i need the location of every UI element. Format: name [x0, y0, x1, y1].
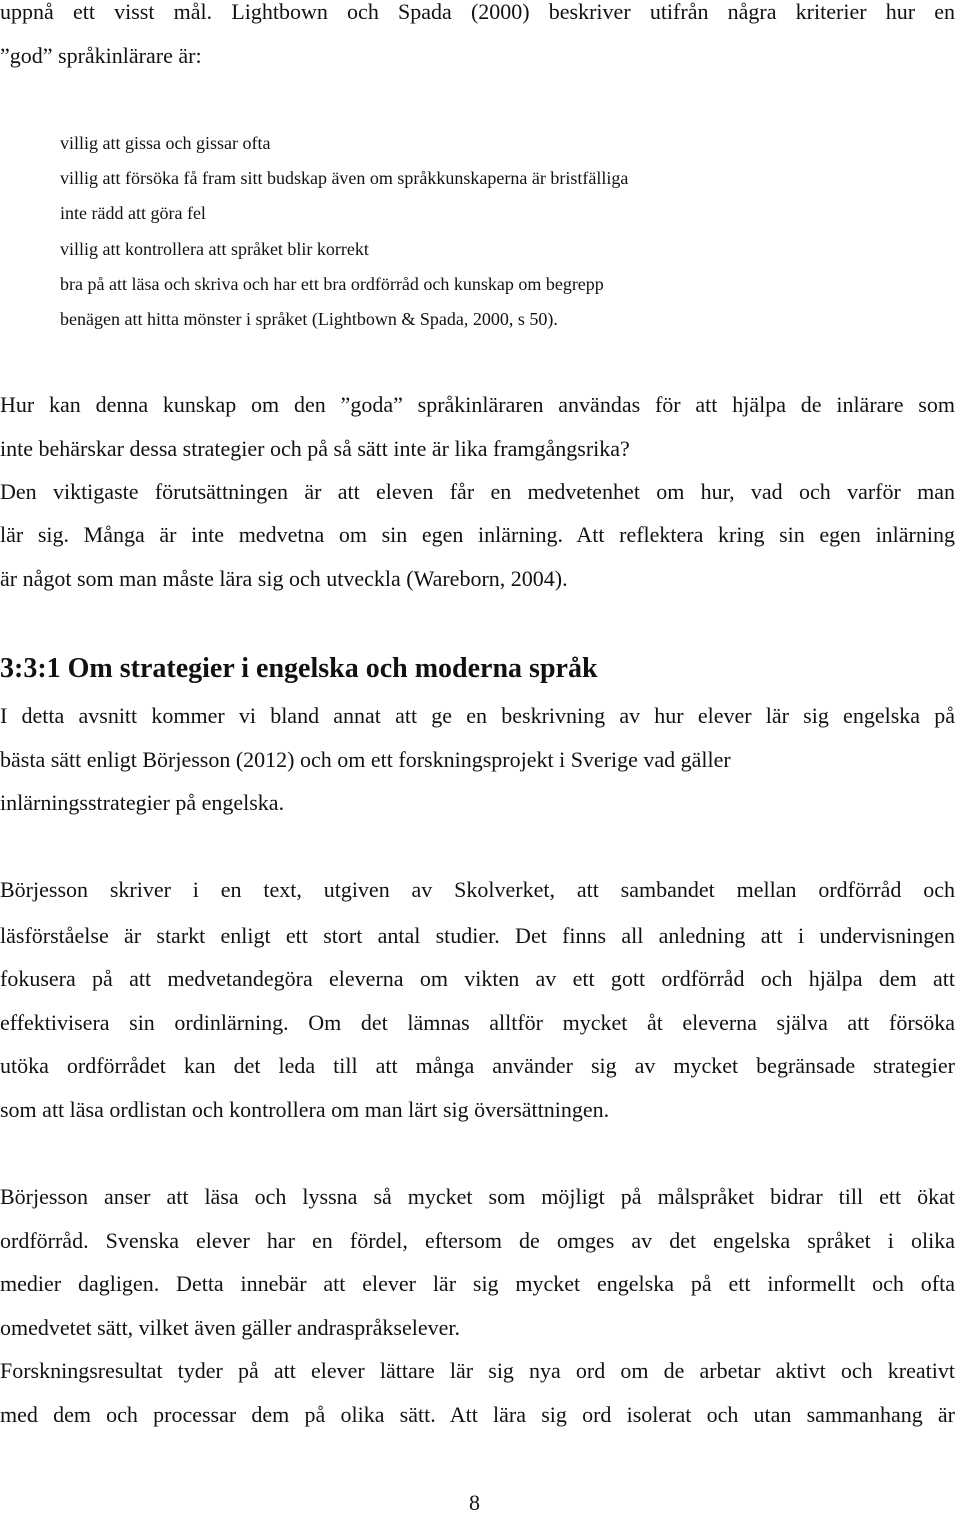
list-item: villig att försöka få fram sitt budskap även om språkkunskaperna är bristfälliga: [60, 168, 629, 189]
paragraph-line: I detta avsnitt kommer vi bland annat att ge en beskrivning av hur elever lär sig engelska på: [0, 703, 955, 728]
list-item: bra på att läsa och skriva och har ett bra ordförråd och kunskap om begrepp: [60, 273, 604, 294]
paragraph-line: med dem och processar dem på olika sätt. Att lära sig ord isolerat och utan sammanhang är: [0, 1402, 955, 1427]
criteria-list: [60, 126, 628, 337]
paragraph-line: lär sig. Många är inte medvetna om sin egen inlärning. Att reflektera kring sin egen inlärning: [0, 522, 955, 547]
paragraph-line: läsförståelse är starkt enligt ett stort antal studier. Det finns all anledning att i undervisningen: [0, 923, 955, 948]
intro-line: uppnå ett visst mål. Lightbown och Spada (2000) beskriver utifrån några kriterier hur en: [0, 0, 955, 24]
paragraph-line: omedvetet sätt, vilket även gäller andraspråkselever.: [0, 1315, 460, 1340]
intro-line: ”god” språkinlärare är:: [0, 43, 202, 68]
list-item: benägen att hitta mönster i språket (Lightbown & Spada, 2000, s 50).: [60, 309, 558, 330]
page-number: 8: [469, 1490, 480, 1515]
list-item: villig att gissa och gissar ofta: [60, 133, 271, 153]
list-item: inte rädd att göra fel: [60, 203, 206, 224]
paragraph-line: medier dagligen. Detta innebär att elever lär sig mycket engelska på ett informellt och ofta: [0, 1271, 955, 1296]
paragraph-line: inlärningsstrategier på engelska.: [0, 790, 285, 815]
paragraph-line: är något som man måste lära sig och utveckla (Wareborn, 2004).: [0, 566, 568, 591]
paragraph-line: Hur kan denna kunskap om den ”goda” språkinläraren användas för att hjälpa de inlärare som: [0, 392, 955, 417]
paragraph-line: effektivisera sin ordinlärning. Om det lämnas alltför mycket åt eleverna själva att försöka: [0, 1010, 955, 1035]
paragraph-line: inte behärskar dessa strategier och på så sätt inte är lika framgångsrika?: [0, 436, 630, 461]
paragraph-line: Börjesson anser att läsa och lyssna så mycket som möjligt på målspråket bidrar till ett ökat: [0, 1184, 955, 1209]
paragraph-line: Börjesson skriver i en text, utgiven av Skolverket, att sambandet mellan ordförråd och: [0, 877, 955, 902]
paragraph-line: bästa sätt enligt Börjesson (2012) och om ett forskningsprojekt i Sverige vad gäller: [0, 747, 731, 772]
paragraph-line: Den viktigaste förutsättningen är att eleven får en medvetenhet om hur, vad och varför man: [0, 479, 955, 504]
paragraph-line: Forskningsresultat tyder på att elever lättare lär sig nya ord om de arbetar aktivt och kreativt: [0, 1358, 955, 1383]
paragraph-line: utöka ordförrådet kan det leda till att många använder sig av mycket begränsade strategier: [0, 1053, 955, 1078]
paragraph-line: som att läsa ordlistan och kontrollera om man lärt sig översättningen.: [0, 1097, 610, 1122]
section-heading: 3:3:1 Om strategier i engelska och moderna språk: [0, 653, 598, 684]
paragraph-line: fokusera på att medvetandegöra eleverna om vikten av ett gott ordförråd och hjälpa dem att: [0, 966, 955, 991]
paragraph-line: ordförråd. Svenska elever har en fördel, eftersom de omges av det engelska språket i olika: [0, 1228, 955, 1253]
list-item: villig att kontrollera att språket blir korrekt: [60, 238, 369, 259]
